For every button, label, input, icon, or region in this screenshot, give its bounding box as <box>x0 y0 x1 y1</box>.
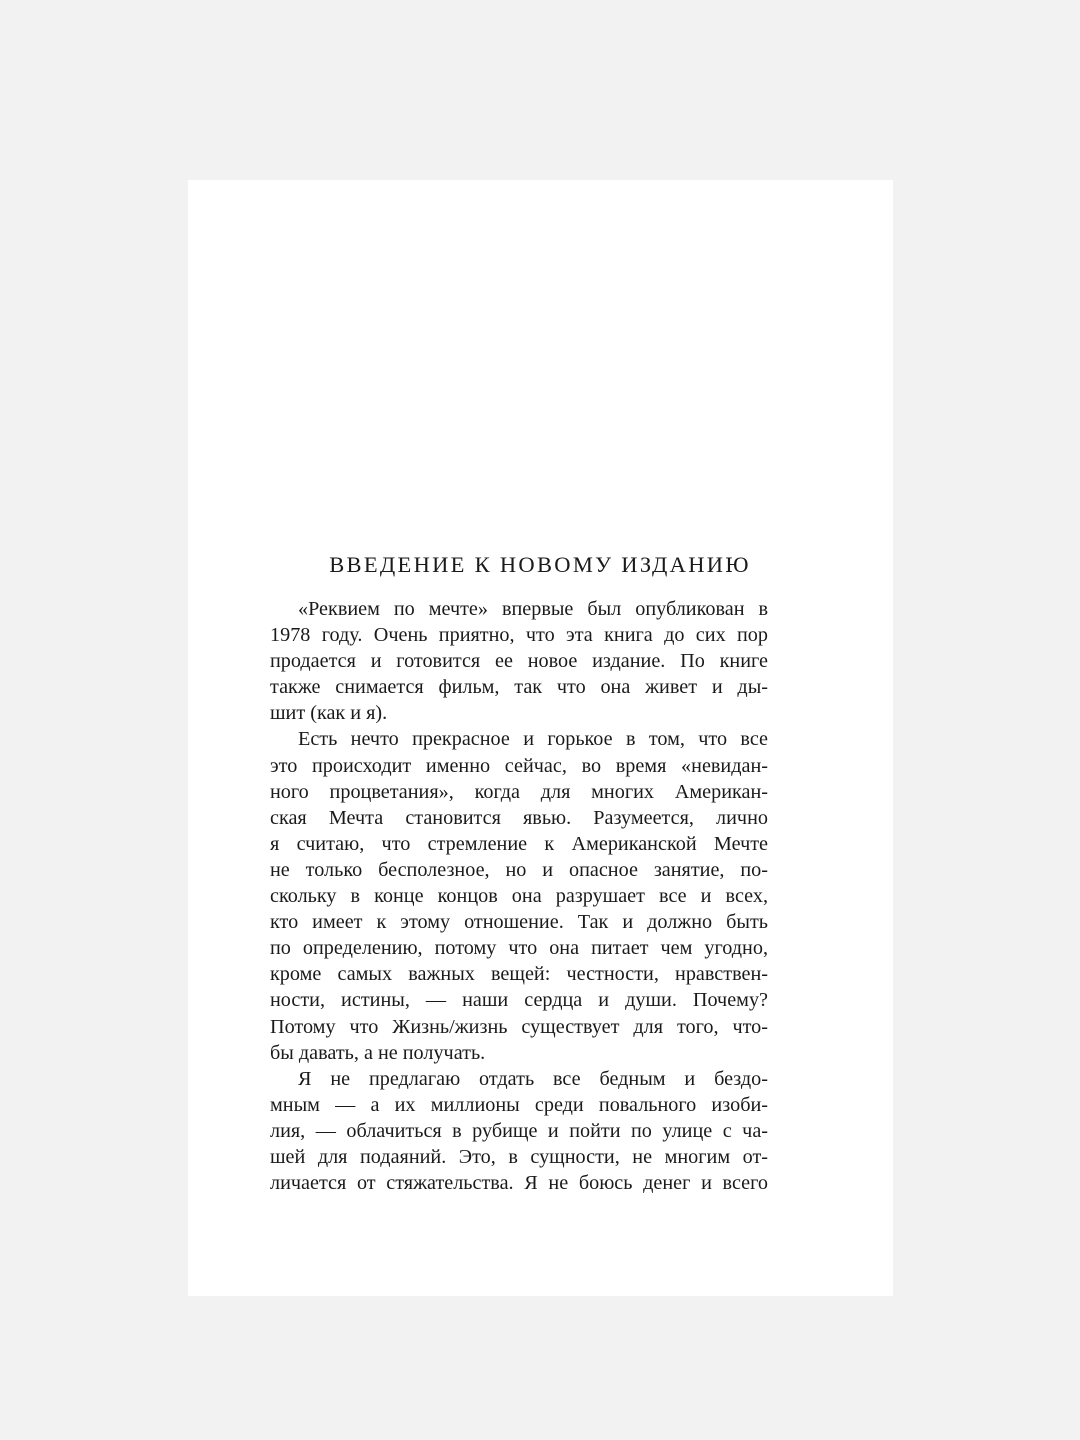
text-line: бы давать, а не получать. <box>270 1041 486 1064</box>
text-line: по определению, потому что она питает чем угодно, <box>270 937 768 960</box>
text-line: скольку в конце концов она разрушает все и всех, <box>270 885 768 908</box>
text-line: 1978 году. Очень приятно, что эта книга до сих пор <box>270 624 768 647</box>
text-line: шей для подаяний. Это, в сущности, не многим от- <box>270 1145 768 1168</box>
text-line: не только бесполезное, но и опасное занятие, по- <box>270 858 768 881</box>
text-line: кроме самых важных вещей: честности, нравствен- <box>270 963 768 986</box>
text-line: Потому что Жизнь/жизнь существует для того, что- <box>270 1015 768 1038</box>
text-line: я считаю, что стремление к Американской Мечте <box>270 832 768 855</box>
text-line: лия, — облачиться в рубище и пойти по улице с ча- <box>270 1119 768 1142</box>
text-line: Я не предлагаю отдать все бедным и бездо- <box>298 1067 768 1090</box>
text-line: ности, истины, — наши сердца и души. Почему? <box>270 989 768 1012</box>
text-line: личается от стяжательства. Я не боюсь денег и всего <box>270 1172 768 1195</box>
text-line: мным — а их миллионы среди повального изоби- <box>270 1093 768 1116</box>
body-text <box>270 596 768 1196</box>
text-line: кто имеет к этому отношение. Так и должно быть <box>270 911 768 934</box>
text-line: ного процветания», когда для многих Американ- <box>270 780 768 803</box>
text-line: ская Мечта становится явью. Разумеется, лично <box>270 806 768 829</box>
text-line: также снимается фильм, так что она живет и ды- <box>270 676 768 699</box>
paragraph-3 <box>270 1066 768 1196</box>
text-line: «Реквием по мечте» впервые был опубликован в <box>298 598 768 620</box>
text-line: это происходит именно сейчас, во время «невидан- <box>270 754 768 777</box>
chapter-title: ВВЕДЕНИЕ К НОВОМУ ИЗДАНИЮ <box>329 552 751 577</box>
paragraph-1 <box>270 596 768 726</box>
text-line: Есть нечто прекрасное и горькое в том, что все <box>298 728 768 751</box>
text-line: шит (как и я). <box>270 702 388 725</box>
text-line: продается и готовится ее новое издание. По книге <box>270 650 768 673</box>
paragraph-2 <box>270 726 768 1065</box>
